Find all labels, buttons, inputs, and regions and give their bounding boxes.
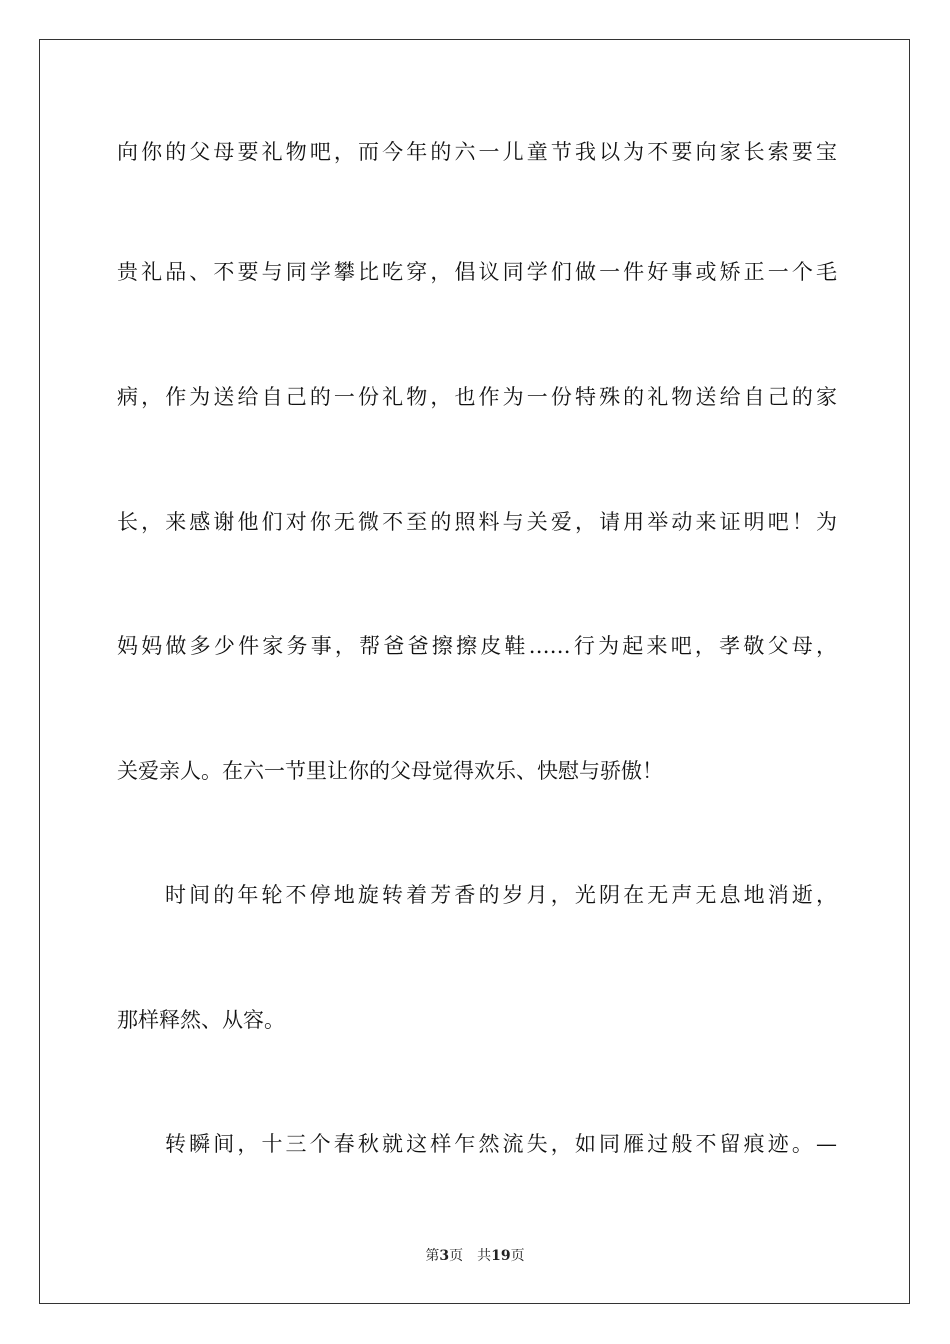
total-pages-suffix: 页	[510, 1248, 525, 1264]
page-number-suffix: 页	[449, 1248, 464, 1264]
paragraph-line-2: 贵礼品、不要与同学攀比吃穿，倡议同学们做一件好事或矫正一个毛	[117, 260, 837, 284]
page-frame	[39, 39, 910, 1304]
paragraph-line-7: 时间的年轮不停地旋转着芳香的岁月，光阴在无声无息地消逝，	[165, 883, 837, 907]
total-pages-prefix: 共	[477, 1248, 492, 1264]
paragraph-line-8: 那样释然、从容。	[117, 1008, 285, 1032]
total-pages-number: 19	[491, 1248, 511, 1264]
paragraph-line-3: 病，作为送给自己的一份礼物，也作为一份特殊的礼物送给自己的家	[117, 385, 837, 409]
page-footer	[0, 1246, 950, 1266]
page-number-prefix: 第	[425, 1248, 440, 1264]
paragraph-line-5: 妈妈做多少件家务事，帮爸爸擦擦皮鞋……行为起来吧，孝敬父母，	[117, 634, 837, 658]
current-page-number: 3	[439, 1248, 450, 1264]
paragraph-line-1: 向你的父母要礼物吧，而今年的六一儿童节我以为不要向家长索要宝	[117, 140, 837, 164]
paragraph-line-9: 转瞬间，十三个春秋就这样乍然流失，如同雁过般不留痕迹。—	[165, 1132, 837, 1156]
paragraph-line-4: 长，来感谢他们对你无微不至的照料与关爱，请用举动来证明吧！为	[117, 510, 837, 534]
paragraph-line-6: 关爱亲人。在六一节里让你的父母觉得欢乐、快慰与骄傲！	[117, 759, 663, 783]
